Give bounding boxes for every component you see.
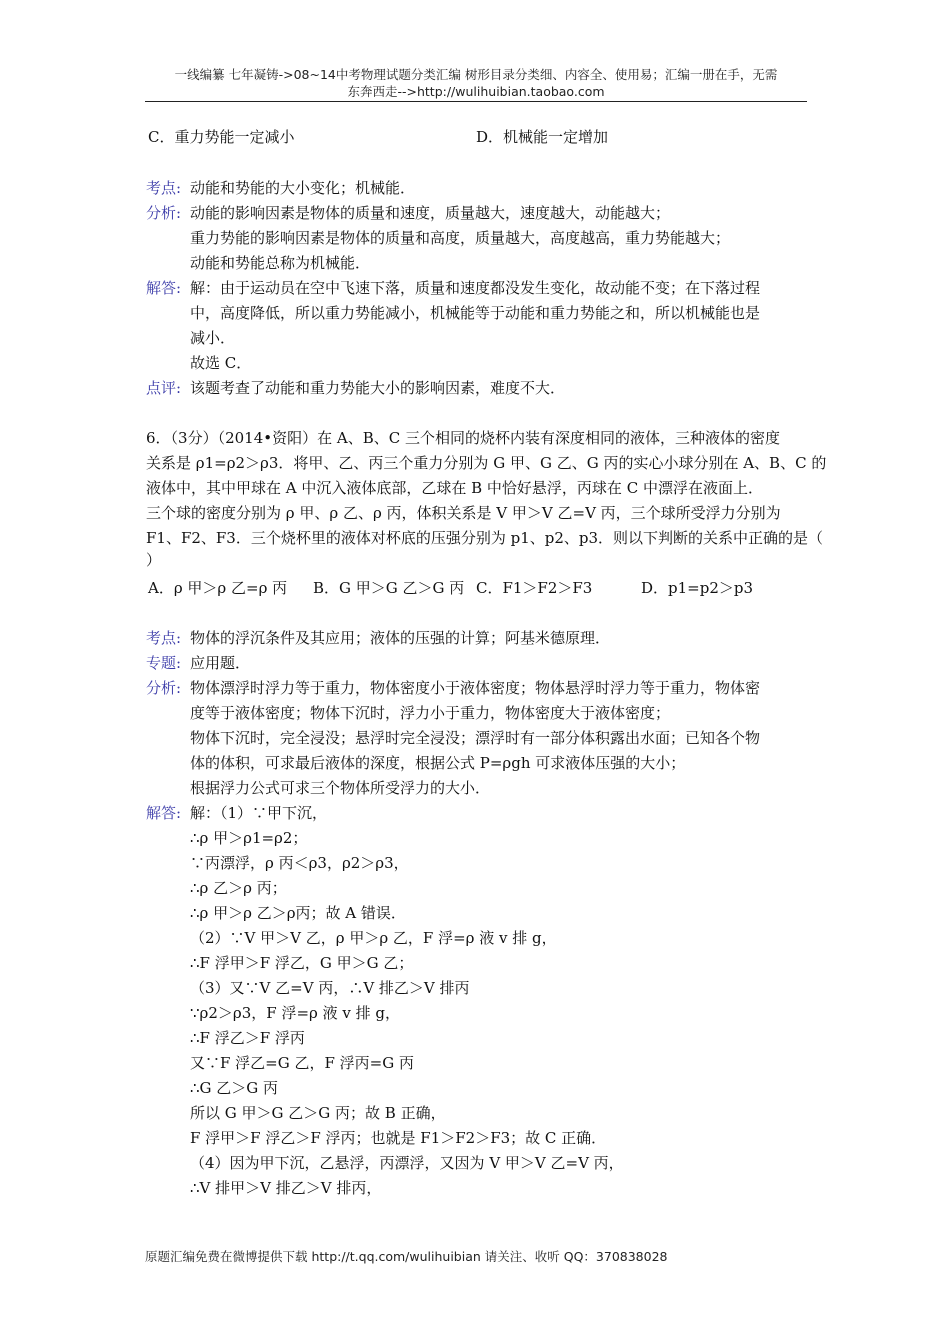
jieda-line: 减小．: [190, 329, 236, 347]
q6-stem-line: 6．（3分）（2014•资阳）在 A、B、C 三个相同的烧杯内装有深度相同的液体，三种液体的密度: [146, 429, 780, 447]
q6-stem-line: 三个球的密度分别为 ρ 甲、ρ 乙、ρ 丙，体积关系是 V 甲＞V 乙=V 丙，三个球所受浮力分别为: [146, 504, 781, 522]
q6-option-b: B．G 甲＞G 乙＞G 丙: [313, 579, 465, 597]
q6-stem-line: 关系是 ρ1=ρ2＞ρ3．将甲、乙、丙三个重力分别为 G 甲、G 乙、G 丙的实心小球分别在 A、B、C 的: [146, 454, 827, 472]
q6-fenxi-line: 根据浮力公式可求三个物体所受浮力的大小．: [190, 779, 491, 797]
jieda-label: 解答:: [146, 279, 182, 297]
q6-fenxi-line: 体的体积，可求最后液体的深度，根据公式 P=ρgh 可求液体压强的大小；: [190, 754, 686, 772]
q6-option-d: D．p1=p2＞p3: [641, 579, 754, 597]
q6-jieda-line: ∴G 乙＞G 丙: [190, 1079, 279, 1097]
kaodian-label: 考点:: [146, 179, 182, 197]
option-c: C．重力势能一定减小: [148, 128, 295, 146]
header-rule: [145, 101, 807, 102]
option-d: D．机械能一定增加: [476, 128, 609, 146]
q6-jieda-line: （3）又∵V 乙=V 丙，∴V 排乙＞V 排丙: [190, 979, 470, 997]
q6-kaodian-text: 物体的浮沉条件及其应用；液体的压强的计算；阿基米德原理．: [190, 629, 611, 647]
dianping-label: 点评:: [146, 379, 182, 397]
q6-stem-line: F1、F2、F3．三个烧杯里的液体对杯底的压强分别为 p1、p2、p3．则以下判断的关系中正确的是（: [146, 529, 824, 547]
jieda-line: 故选 C．: [190, 354, 252, 372]
q6-fenxi-line: 物体下沉时，完全浸没；悬浮时完全浸没；漂浮时有一部分体积露出水面；已知各个物: [190, 729, 761, 747]
jieda-line: 中，高度降低，所以重力势能减小，机械能等于动能和重力势能之和，所以机械能也是: [190, 304, 761, 322]
q6-jieda-line: ∴F 浮乙＞F 浮丙: [190, 1029, 305, 1047]
q6-stem-line: 液体中，其中甲球在 A 中沉入液体底部，乙球在 B 中恰好悬浮，丙球在 C 中漂浮在液面上．: [146, 479, 763, 497]
fenxi-label: 分析:: [146, 204, 182, 222]
q6-fenxi-line: 物体漂浮时浮力等于重力，物体密度小于液体密度；物体悬浮时浮力等于重力，物体密: [190, 679, 761, 697]
q6-jieda-line: ∴ρ 甲＞ρ1=ρ2；: [190, 829, 308, 847]
q6-jieda-line: ∴ρ 甲＞ρ 乙＞ρ丙；故 A 错误．: [190, 904, 406, 922]
fenxi-line: 动能的影响因素是物体的质量和速度，质量越大，速度越大，动能越大；: [190, 204, 671, 222]
q6-zhuanti-text: 应用题．: [190, 654, 251, 672]
q6-zhuanti-label: 专题:: [146, 654, 182, 672]
jieda-line: 解：由于运动员在空中飞速下落，质量和速度都没发生变化，故动能不变；在下落过程: [190, 279, 761, 297]
q6-jieda-line: （4）因为甲下沉，乙悬浮，丙漂浮，又因为 V 甲＞V 乙=V 丙，: [190, 1154, 624, 1172]
q6-jieda-line: F 浮甲＞F 浮乙＞F 浮丙；也就是 F1＞F2＞F3；故 C 正确．: [190, 1129, 607, 1147]
q6-jieda-line: ∵ρ2＞ρ3，F 浮=ρ 液 v 排 g，: [190, 1004, 400, 1022]
header-line-1: 一线编纂 七年凝铸->08~14中考物理试题分类汇编 树形目录分类细、内容全、使用易；汇编一册在手，无需: [174, 67, 778, 82]
fenxi-line: 重力势能的影响因素是物体的质量和高度，质量越大，高度越高，重力势能越大；: [190, 229, 731, 247]
q6-option-a: A．ρ 甲＞ρ 乙=ρ 丙: [148, 579, 288, 597]
q6-jieda-line: （2）∵V 甲＞V 乙，ρ 甲＞ρ 乙，F 浮=ρ 液 v 排 g，: [190, 929, 557, 947]
q6-jieda-label: 解答:: [146, 804, 182, 822]
q6-jieda-line: ∴V 排甲＞V 排乙＞V 排丙，: [190, 1179, 382, 1197]
fenxi-line: 动能和势能总称为机械能．: [190, 254, 371, 272]
q6-jieda-line: 解：（1）∵甲下沉，: [190, 804, 328, 822]
q6-stem-line: ）: [146, 551, 162, 569]
q6-jieda-line: 所以 G 甲＞G 乙＞G 丙；故 B 正确，: [190, 1104, 446, 1122]
page-footer: 原题汇编免费在微博提供下载 http://t.qq.com/wulihuibian 请关注、收听 QQ：370838028: [145, 1249, 668, 1264]
q6-jieda-line: ∴F 浮甲＞F 浮乙，G 甲＞G 乙；: [190, 954, 414, 972]
q6-kaodian-label: 考点:: [146, 629, 182, 647]
q6-jieda-line: ∴ρ 乙＞ρ 丙；: [190, 879, 287, 897]
q6-fenxi-line: 度等于液体密度；物体下沉时，浮力小于重力，物体密度大于液体密度；: [190, 704, 671, 722]
header-line-2: 东奔西走-->http://wulihuibian.taobao.com: [347, 84, 605, 99]
q6-jieda-line: 又∵F 浮乙=G 乙，F 浮丙=G 丙: [190, 1054, 414, 1072]
kaodian-text: 动能和势能的大小变化；机械能．: [190, 179, 416, 197]
q6-jieda-line: ∵丙漂浮，ρ 丙＜ρ3，ρ2＞ρ3，: [190, 854, 409, 872]
dianping-text: 该题考查了动能和重力势能大小的影响因素，难度不大．: [190, 379, 566, 397]
page-header: [145, 66, 807, 100]
q6-option-c: C．F1＞F2＞F3: [476, 579, 593, 597]
q6-fenxi-label: 分析:: [146, 679, 182, 697]
